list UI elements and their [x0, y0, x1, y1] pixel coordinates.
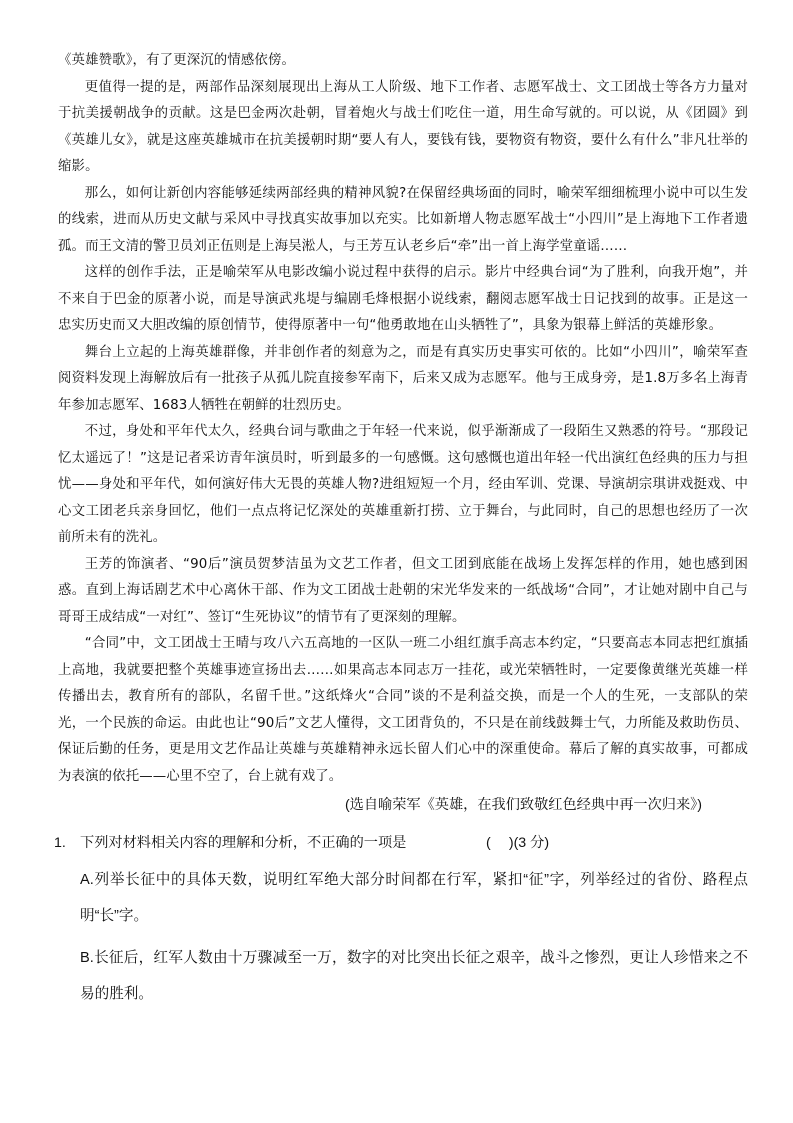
article-paragraph: 《英雄赞歌》，有了更深沉的情感依傍。 [58, 53, 296, 68]
article-paragraph: 王芳的饰演者、“90后”演员贺梦洁虽为文艺工作者，但文工团到底能在战场上发挥怎样的作用，她也感到困惑。直到上海话剧艺术中心离休干部、作为文工团战士赴朝的宋光华发来的一纸战场“合同”，才让她对剧中自己与哥哥王成结成“一对红”、签订“生死协议”的情节有了更深刻的理解。 [58, 556, 748, 625]
article-source-citation: (选自喻荣军《英雄，在我们致敬红色经典中再一次归来》) [344, 797, 702, 813]
document-page [54, 48, 748, 1012]
article-paragraph: 更值得一提的是，两部作品深刻展现出上海从工人阶级、地下工作者、志愿军战士、文工团战士等各方力量对于抗美援朝战争的贡献。这是巴金两次赴朝，冒着炮火与战士们吃住一道，用生命写就的。可以说，从《团圆》到《英雄儿女》，就是这座英雄城市在抗美援朝时期“要人有人，要钱有钱，要物资有物资，要什么有什么”非凡壮举的缩影。 [58, 79, 748, 174]
question-text: 下列对材料相关内容的理解和分析，不正确的一项是 [80, 835, 407, 851]
option-b: B.长征后，红军人数由十万骤减至一万，数字的对比突出长征之艰辛，战斗之惨烈，更让人珍惜来之不易的胜利。 [80, 950, 748, 1002]
article-paragraph: 不过，身处和平年代太久，经典台词与歌曲之于年轻一代来说，似乎渐渐成了一段陌生又熟悉的符号。“那段记忆太遥远了！”这是记者采访青年演员时，听到最多的一句感慨。这句感慨也道出年轻一代出演红色经典的压力与担忧——身处和平年代，如何演好伟大无畏的英雄人物?进组短短一个月，经由军训、党课、导演胡宗琪讲戏挺戏、中心文工团老兵亲身回忆，他们一点点将记忆深处的英雄重新打捞、立于舞台，与此同时，自己的思想也经历了一次前所未有的洗礼。 [58, 424, 748, 545]
option-a: A.列举长征中的具体天数，说明红军绝大部分时间都在行军，紧扣“征”字，列举经过的省份、路程点明“长”字。 [80, 872, 748, 924]
question-number: 1. [54, 835, 66, 851]
answer-slot: ( )(3 分) [486, 835, 550, 851]
article-paragraph: 这样的创作手法，正是喻荣军从电影改编小说过程中获得的启示。影片中经典台词“为了胜利，向我开炮”，并不来自于巴金的原著小说，而是导演武兆堤与编剧毛烽根据小说线索，翻阅志愿军战士日记找到的故事。正是这一忠实历史而又大胆改编的原创情节，使得原著中一句“他勇敢地在山头牺牲了”，具象为银幕上鲜活的英雄形象。 [58, 265, 748, 333]
article-paragraph: “合同”中，文工团战士王晴与攻八六五高地的一区队一班二小组红旗手高志本约定，“只要高志本同志把红旗插上高地，我就要把整个英雄事迹宣扬出去……如果高志本同志万一挂花，或光荣牺牲时，一定要像黄继光英雄一样传播出去，教育所有的部队，名留千世。”这纸烽火“合同”谈的不是利益交换，而是一个人的生死，一支部队的荣光，一个民族的命运。由此也让“90后”文艺人懂得，文工团背负的，不只是在前线鼓舞士气，力所能及救助伤员、保证后勤的任务，更是用文艺作品让英雄与英雄精神永远长留人们心中的深重使命。幕后了解的真实故事，可都成为表演的依托——心里不空了，台上就有戏了。 [58, 636, 748, 784]
article-paragraph: 那么，如何让新创内容能够延续两部经典的精神风貌?在保留经典场面的同时，喻荣军细细梳理小说中可以生发的线索，进而从历史文献与采风中寻找真实故事加以充实。比如新增人物志愿军战士“小四川”是上海地下工作者遗孤。而王文清的警卫员刘正伍则是上海吴淞人，与王芳互认老乡后“牵”出一首上海学堂童谣…… [58, 185, 748, 254]
article-paragraph: 舞台上立起的上海英雄群像，并非创作者的刻意为之，而是有真实历史事实可依的。比如“小四川”，喻荣军查阅资料发现上海解放后有一批孩子从孤儿院直接参军南下，后来又成为志愿军。他与王成身旁，是1.8万多名上海青年参加志愿军、1683人牺牲在朝鲜的壮烈历史。 [58, 344, 748, 413]
question-stem [54, 830, 748, 856]
